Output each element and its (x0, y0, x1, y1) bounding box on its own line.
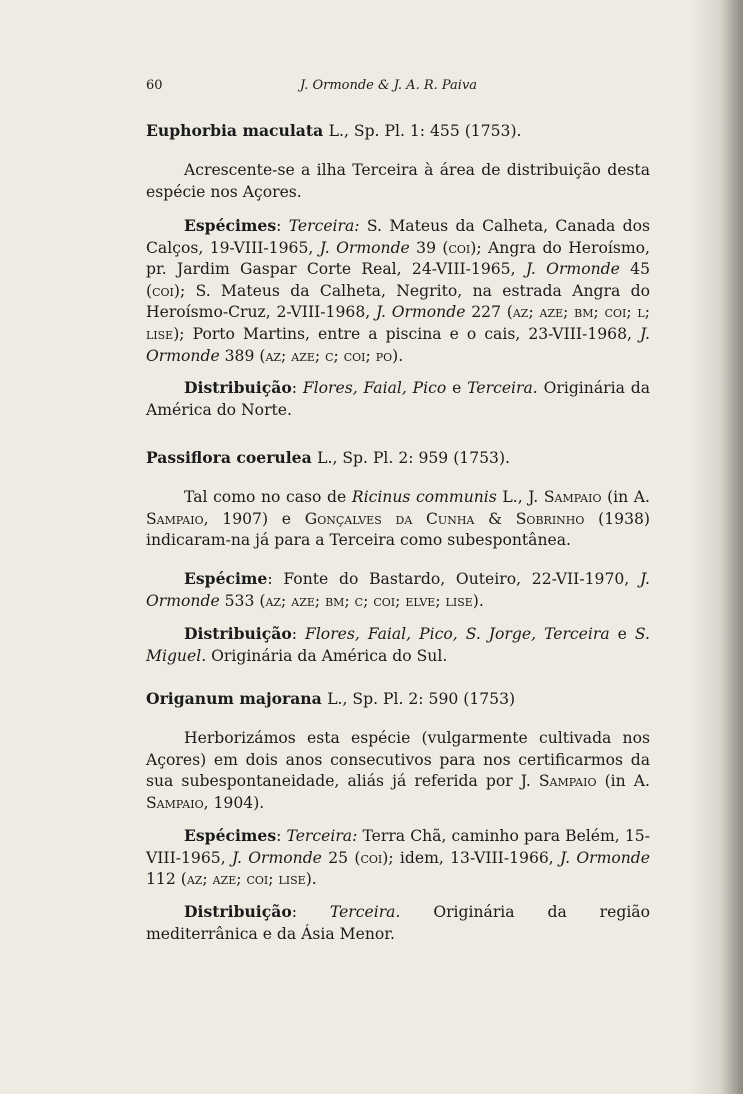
page-number: 60 (146, 78, 163, 93)
entry-distribution: Distribuição: Flores, Faial, Pico, S. Jorge, Terceira e S. Miguel. Originária da América do Sul. (146, 624, 650, 665)
entry-title (146, 688, 650, 711)
entry-distribution: Distribuição: Terceira. Originária da região mediterrânica e da Ásia Menor. (146, 902, 650, 943)
taxon-citation: L., Sp. Pl. 1: 455 (1753). (328, 122, 522, 140)
taxon-citation: L., Sp. Pl. 2: 590 (1753) (327, 690, 516, 708)
entry-note: Herborizámos esta espécie (vulgarmente cultivada nos Açores) em dois anos consecutivos para nos certificarmos da sua subespontaneidade, aliás já referida por J. Sampaio (in A. Sampaio, 1904). (146, 729, 650, 812)
taxon-name: Passiflora coerulea (146, 448, 312, 467)
entry-specimens: Espécimes: Terceira: Terra Chã, caminho para Belém, 15-VIII-1965, J. Ormonde 25 (coi); idem, 13-VIII-1966, J. Ormonde 112 (az; aze; coi; lise). (146, 826, 651, 889)
entry-title (146, 447, 650, 470)
running-head: J. Ormonde & J. A. R. Paiva (300, 78, 478, 93)
taxon-citation: L., Sp. Pl. 2: 959 (1753). (317, 449, 510, 467)
taxon-name: Origanum majorana (146, 689, 322, 708)
entry-distribution: Distribuição: Flores, Faial, Pico e Terceira. Originária da América do Norte. (146, 378, 651, 419)
entry-note: Acrescente-se a ilha Terceira à área de distribuição desta espécie nos Açores. (146, 161, 650, 201)
taxon-name: Euphorbia maculata (146, 121, 324, 140)
entry-specimens: Espécime: Fonte do Bastardo, Outeiro, 22-VII-1970, J. Ormonde 533 (az; aze; bm; c; coi; elve; lise). (146, 569, 650, 610)
entry-note: Tal como no caso de Ricinus communis L., J. Sampaio (in A. Sampaio, 1907) e Gonçalves da Cunha & Sobrinho (1938) indicaram-na já para a Terceira como subespontânea. (146, 488, 651, 550)
entry-title (146, 120, 650, 143)
entry-specimens: Espécimes: Terceira: S. Mateus da Calheta, Canada dos Calços, 19-VIII-1965, J. Ormonde 39 (coi); Angra do Heroísmo, pr. Jardim Gaspar Corte Real, 24-VIII-1965, J. Ormonde 45 (coi); S. Mateus da Calheta, Negrito, na estrada Angra do Heroísmo-Cruz, 2-VIII-1968, J. Ormonde 227 (az; aze; bm; coi; l; lise); Porto Martins, entre a piscina e o cais, 23-VIII-1968, J. Ormonde 389 (az; aze; c; coi; po). (146, 216, 650, 365)
